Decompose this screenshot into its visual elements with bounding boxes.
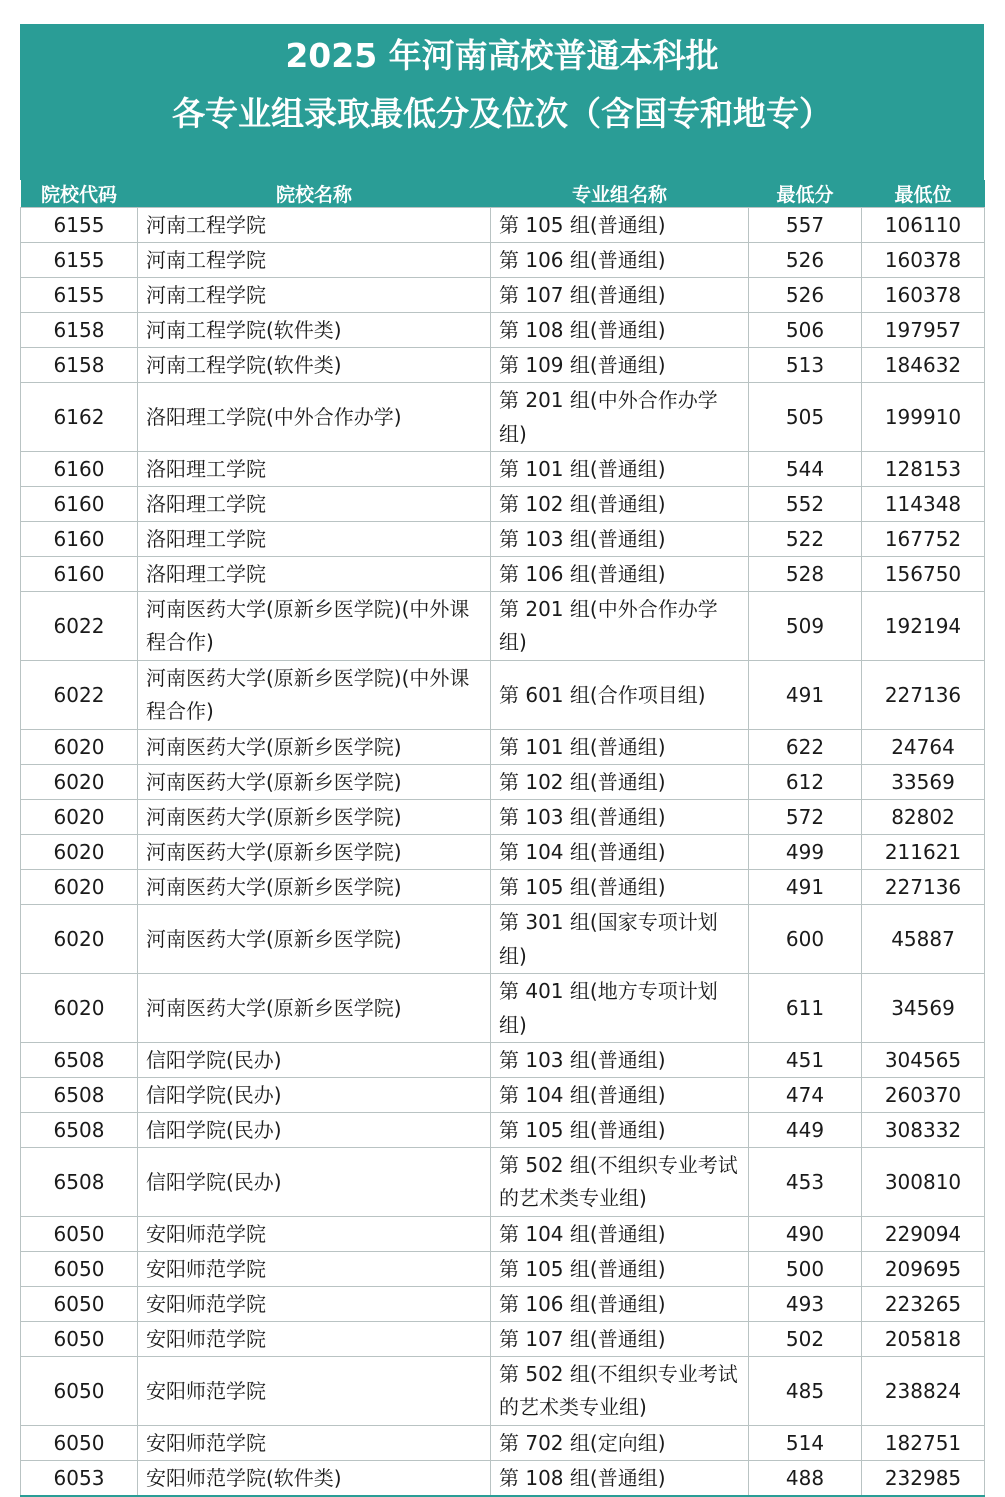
min-score-cell: 499	[749, 835, 862, 870]
school-code-cell: 6020	[21, 765, 138, 800]
school-code-cell: 6022	[21, 661, 138, 730]
min-score-cell: 490	[749, 1217, 862, 1252]
school-name-cell: 河南工程学院(软件类)	[138, 313, 491, 348]
title-line-1: 2025 年河南高校普通本科批	[285, 36, 719, 75]
min-rank-cell: 232985	[862, 1461, 985, 1497]
school-code-cell: 6155	[21, 243, 138, 278]
school-code-cell: 6020	[21, 974, 138, 1043]
table-row	[21, 1426, 985, 1461]
school-code-cell: 6160	[21, 557, 138, 592]
group-name-cell: 第 107 组(普通组)	[491, 278, 749, 313]
group-name-cell: 第 101 组(普通组)	[491, 730, 749, 765]
table-row	[21, 1322, 985, 1357]
group-name-cell: 第 201 组(中外合作办学组)	[491, 592, 749, 661]
school-name-cell: 河南医药大学(原新乡医学院)	[138, 730, 491, 765]
group-name-cell: 第 108 组(普通组)	[491, 313, 749, 348]
table-row	[21, 1357, 985, 1426]
min-score-cell: 488	[749, 1461, 862, 1497]
table-row	[21, 905, 985, 974]
min-rank-cell: 156750	[862, 557, 985, 592]
table-row	[21, 870, 985, 905]
table-row	[21, 313, 985, 348]
min-rank-cell: 197957	[862, 313, 985, 348]
school-name-cell: 安阳师范学院	[138, 1357, 491, 1426]
group-name-cell: 第 502 组(不组织专业考试的艺术类专业组)	[491, 1148, 749, 1217]
school-code-cell: 6160	[21, 452, 138, 487]
school-name-cell: 安阳师范学院	[138, 1252, 491, 1287]
min-rank-cell: 24764	[862, 730, 985, 765]
min-score-cell: 572	[749, 800, 862, 835]
min-score-cell: 526	[749, 243, 862, 278]
group-name-cell: 第 104 组(普通组)	[491, 835, 749, 870]
school-code-cell: 6050	[21, 1217, 138, 1252]
group-name-cell: 第 401 组(地方专项计划组)	[491, 974, 749, 1043]
min-rank-cell: 192194	[862, 592, 985, 661]
school-name-cell: 洛阳理工学院(中外合作办学)	[138, 383, 491, 452]
school-code-cell: 6508	[21, 1148, 138, 1217]
school-code-cell: 6050	[21, 1426, 138, 1461]
min-score-cell: 506	[749, 313, 862, 348]
table-row	[21, 835, 985, 870]
admission-table-sheet	[20, 24, 984, 1497]
min-rank-cell: 209695	[862, 1252, 985, 1287]
table-row	[21, 557, 985, 592]
table-row	[21, 243, 985, 278]
group-name-cell: 第 102 组(普通组)	[491, 765, 749, 800]
min-score-cell: 513	[749, 348, 862, 383]
min-rank-cell: 45887	[862, 905, 985, 974]
school-code-cell: 6022	[21, 592, 138, 661]
group-name-cell: 第 103 组(普通组)	[491, 800, 749, 835]
school-name-cell: 安阳师范学院	[138, 1322, 491, 1357]
column-header-code: 院校代码	[21, 180, 138, 208]
school-name-cell: 信阳学院(民办)	[138, 1148, 491, 1217]
group-name-cell: 第 104 组(普通组)	[491, 1078, 749, 1113]
school-name-cell: 河南医药大学(原新乡医学院)	[138, 870, 491, 905]
school-code-cell: 6508	[21, 1043, 138, 1078]
min-score-cell: 491	[749, 661, 862, 730]
min-score-cell: 505	[749, 383, 862, 452]
school-code-cell: 6020	[21, 730, 138, 765]
group-name-cell: 第 502 组(不组织专业考试的艺术类专业组)	[491, 1357, 749, 1426]
table-row	[21, 1078, 985, 1113]
min-rank-cell: 160378	[862, 243, 985, 278]
min-rank-cell: 304565	[862, 1043, 985, 1078]
school-name-cell: 河南工程学院	[138, 208, 491, 243]
min-rank-cell: 227136	[862, 870, 985, 905]
school-code-cell: 6053	[21, 1461, 138, 1497]
column-header-min-score: 最低分	[749, 180, 862, 208]
title-line-2: 各专业组录取最低分及位次（含国专和地专）	[172, 94, 832, 133]
min-score-cell: 491	[749, 870, 862, 905]
school-code-cell: 6020	[21, 905, 138, 974]
group-name-cell: 第 103 组(普通组)	[491, 522, 749, 557]
min-rank-cell: 114348	[862, 487, 985, 522]
school-name-cell: 河南医药大学(原新乡医学院)(中外课程合作)	[138, 661, 491, 730]
school-name-cell: 河南医药大学(原新乡医学院)	[138, 974, 491, 1043]
group-name-cell: 第 702 组(定向组)	[491, 1426, 749, 1461]
school-code-cell: 6050	[21, 1357, 138, 1426]
group-name-cell: 第 106 组(普通组)	[491, 243, 749, 278]
school-code-cell: 6158	[21, 348, 138, 383]
school-name-cell: 信阳学院(民办)	[138, 1043, 491, 1078]
school-name-cell: 安阳师范学院	[138, 1426, 491, 1461]
group-name-cell: 第 105 组(普通组)	[491, 1252, 749, 1287]
min-score-cell: 451	[749, 1043, 862, 1078]
school-code-cell: 6050	[21, 1322, 138, 1357]
school-code-cell: 6020	[21, 800, 138, 835]
min-score-cell: 522	[749, 522, 862, 557]
school-code-cell: 6508	[21, 1113, 138, 1148]
min-rank-cell: 211621	[862, 835, 985, 870]
table-row	[21, 661, 985, 730]
table-row	[21, 278, 985, 313]
school-name-cell: 河南医药大学(原新乡医学院)	[138, 765, 491, 800]
school-code-cell: 6160	[21, 522, 138, 557]
table-row	[21, 800, 985, 835]
table-row	[21, 1043, 985, 1078]
school-name-cell: 洛阳理工学院	[138, 557, 491, 592]
school-name-cell: 河南医药大学(原新乡医学院)	[138, 905, 491, 974]
school-code-cell: 6158	[21, 313, 138, 348]
min-rank-cell: 106110	[862, 208, 985, 243]
min-rank-cell: 227136	[862, 661, 985, 730]
group-name-cell: 第 107 组(普通组)	[491, 1322, 749, 1357]
table-row	[21, 730, 985, 765]
min-rank-cell: 128153	[862, 452, 985, 487]
table-row	[21, 522, 985, 557]
group-name-cell: 第 106 组(普通组)	[491, 557, 749, 592]
min-score-cell: 544	[749, 452, 862, 487]
min-score-cell: 611	[749, 974, 862, 1043]
school-name-cell: 洛阳理工学院	[138, 487, 491, 522]
group-name-cell: 第 601 组(合作项目组)	[491, 661, 749, 730]
group-name-cell: 第 105 组(普通组)	[491, 208, 749, 243]
min-score-cell: 612	[749, 765, 862, 800]
school-code-cell: 6508	[21, 1078, 138, 1113]
group-name-cell: 第 109 组(普通组)	[491, 348, 749, 383]
school-name-cell: 河南医药大学(原新乡医学院)(中外课程合作)	[138, 592, 491, 661]
group-name-cell: 第 104 组(普通组)	[491, 1217, 749, 1252]
min-rank-cell: 199910	[862, 383, 985, 452]
school-name-cell: 河南工程学院(软件类)	[138, 348, 491, 383]
group-name-cell: 第 103 组(普通组)	[491, 1043, 749, 1078]
table-row	[21, 1148, 985, 1217]
table-body	[21, 208, 985, 1497]
table-row	[21, 765, 985, 800]
table-row	[21, 592, 985, 661]
school-name-cell: 信阳学院(民办)	[138, 1113, 491, 1148]
school-name-cell: 安阳师范学院(软件类)	[138, 1461, 491, 1497]
column-header-group: 专业组名称	[491, 180, 749, 208]
school-name-cell: 安阳师范学院	[138, 1217, 491, 1252]
min-rank-cell: 229094	[862, 1217, 985, 1252]
school-name-cell: 河南工程学院	[138, 278, 491, 313]
school-code-cell: 6050	[21, 1252, 138, 1287]
table-row	[21, 974, 985, 1043]
min-rank-cell: 300810	[862, 1148, 985, 1217]
min-score-cell: 509	[749, 592, 862, 661]
min-rank-cell: 308332	[862, 1113, 985, 1148]
table-row	[21, 452, 985, 487]
school-name-cell: 洛阳理工学院	[138, 452, 491, 487]
min-score-cell: 500	[749, 1252, 862, 1287]
school-code-cell: 6155	[21, 208, 138, 243]
table-row	[21, 1217, 985, 1252]
group-name-cell: 第 108 组(普通组)	[491, 1461, 749, 1497]
table-row	[21, 1252, 985, 1287]
school-name-cell: 河南医药大学(原新乡医学院)	[138, 835, 491, 870]
table-row	[21, 487, 985, 522]
min-score-cell: 493	[749, 1287, 862, 1322]
table-row	[21, 208, 985, 243]
min-score-cell: 557	[749, 208, 862, 243]
column-header-school: 院校名称	[138, 180, 491, 208]
table-row	[21, 1461, 985, 1497]
min-rank-cell: 33569	[862, 765, 985, 800]
admission-table	[20, 180, 985, 1497]
school-name-cell: 安阳师范学院	[138, 1287, 491, 1322]
group-name-cell: 第 101 组(普通组)	[491, 452, 749, 487]
min-score-cell: 485	[749, 1357, 862, 1426]
group-name-cell: 第 102 组(普通组)	[491, 487, 749, 522]
min-score-cell: 514	[749, 1426, 862, 1461]
school-code-cell: 6155	[21, 278, 138, 313]
table-row	[21, 1287, 985, 1322]
school-name-cell: 信阳学院(民办)	[138, 1078, 491, 1113]
min-score-cell: 502	[749, 1322, 862, 1357]
school-name-cell: 洛阳理工学院	[138, 522, 491, 557]
min-rank-cell: 160378	[862, 278, 985, 313]
group-name-cell: 第 301 组(国家专项计划组)	[491, 905, 749, 974]
table-header-row	[21, 180, 985, 208]
min-score-cell: 453	[749, 1148, 862, 1217]
school-code-cell: 6160	[21, 487, 138, 522]
min-score-cell: 526	[749, 278, 862, 313]
min-rank-cell: 223265	[862, 1287, 985, 1322]
min-rank-cell: 182751	[862, 1426, 985, 1461]
min-rank-cell: 34569	[862, 974, 985, 1043]
min-score-cell: 622	[749, 730, 862, 765]
min-score-cell: 600	[749, 905, 862, 974]
school-code-cell: 6050	[21, 1287, 138, 1322]
min-score-cell: 449	[749, 1113, 862, 1148]
school-code-cell: 6162	[21, 383, 138, 452]
table-row	[21, 348, 985, 383]
school-name-cell: 河南工程学院	[138, 243, 491, 278]
school-code-cell: 6020	[21, 870, 138, 905]
group-name-cell: 第 105 组(普通组)	[491, 1113, 749, 1148]
min-rank-cell: 184632	[862, 348, 985, 383]
min-score-cell: 528	[749, 557, 862, 592]
min-rank-cell: 260370	[862, 1078, 985, 1113]
column-header-min-rank: 最低位	[862, 180, 985, 208]
group-name-cell: 第 105 组(普通组)	[491, 870, 749, 905]
table-row	[21, 383, 985, 452]
min-score-cell: 474	[749, 1078, 862, 1113]
min-rank-cell: 238824	[862, 1357, 985, 1426]
school-name-cell: 河南医药大学(原新乡医学院)	[138, 800, 491, 835]
min-rank-cell: 82802	[862, 800, 985, 835]
min-rank-cell: 167752	[862, 522, 985, 557]
group-name-cell: 第 201 组(中外合作办学组)	[491, 383, 749, 452]
title-banner	[20, 24, 984, 180]
school-code-cell: 6020	[21, 835, 138, 870]
group-name-cell: 第 106 组(普通组)	[491, 1287, 749, 1322]
min-score-cell: 552	[749, 487, 862, 522]
table-row	[21, 1113, 985, 1148]
min-rank-cell: 205818	[862, 1322, 985, 1357]
